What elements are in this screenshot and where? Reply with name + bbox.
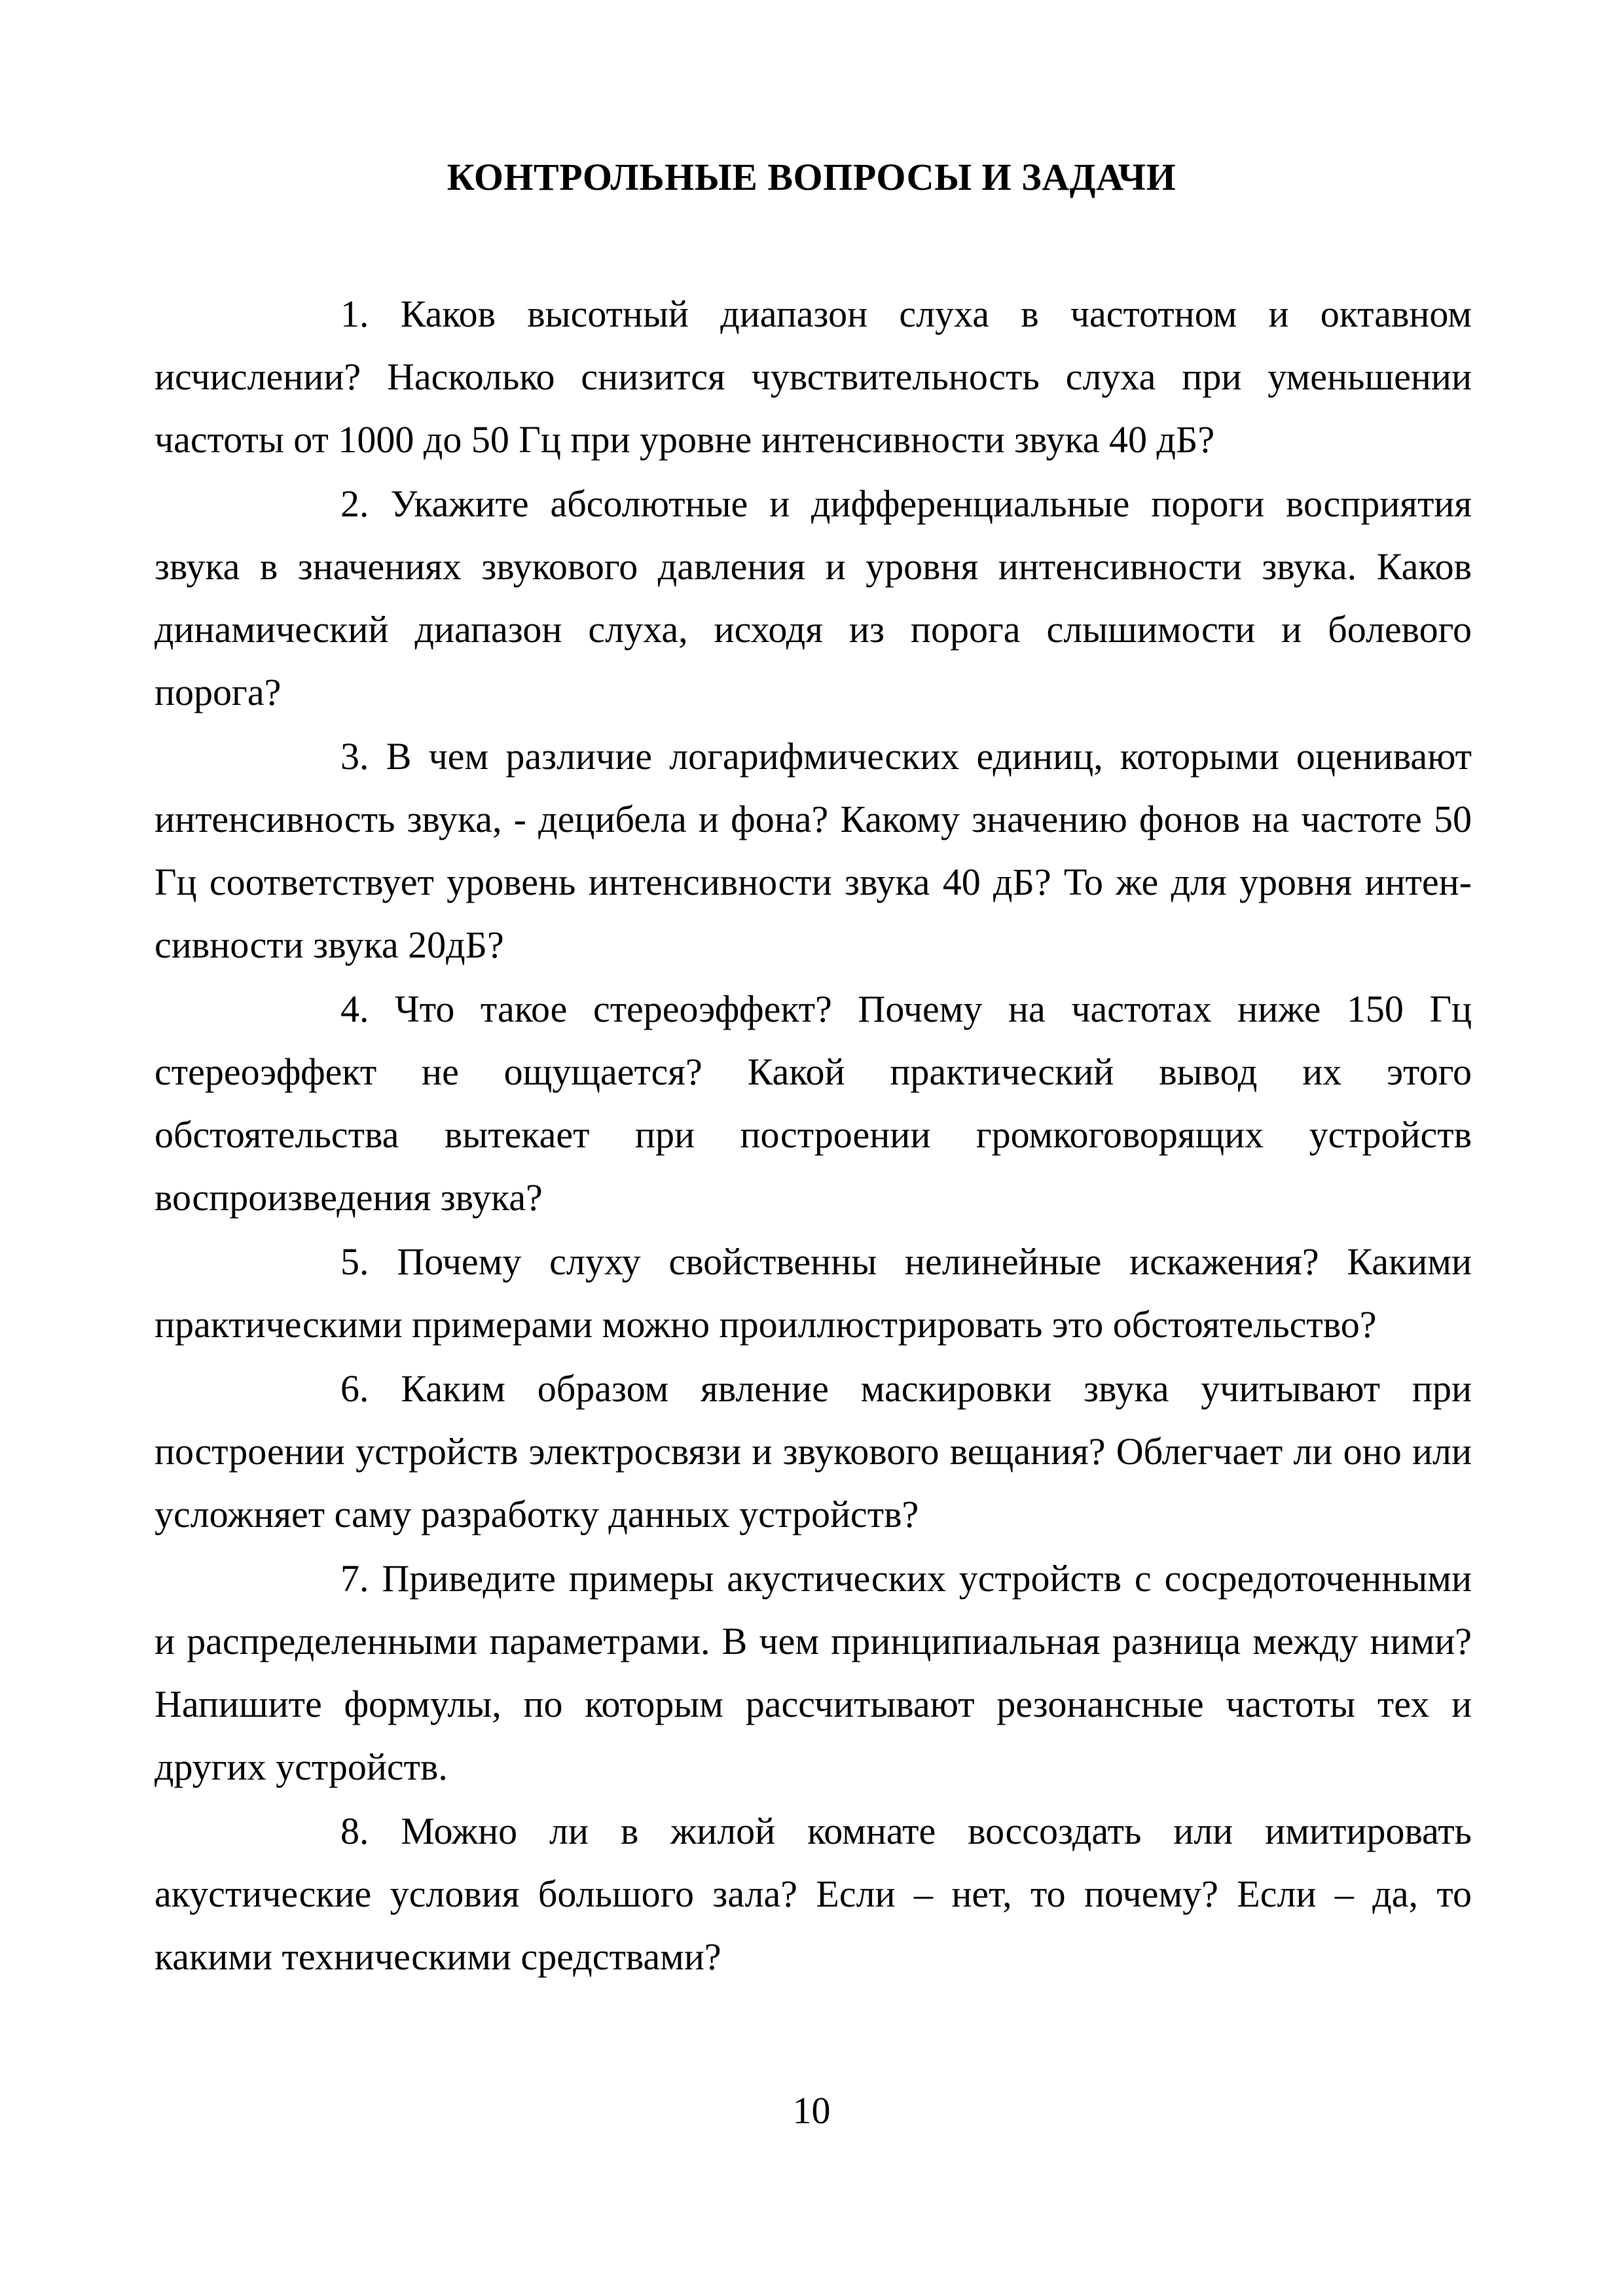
question-number: 6. [340, 1367, 369, 1410]
question-item [155, 473, 1472, 724]
question-text: В чем различие логарифмических единиц, которыми оценивают интенсивность звука, - децибела и фона? Какому значению фонов на частоте 50 Гц соответствует уровень интенсивности звука 40 дБ? То же для уровня интенсивности звука 20дБ? [155, 735, 1472, 966]
question-item [155, 1800, 1472, 1988]
question-item [155, 725, 1472, 977]
question-item [155, 1357, 1472, 1546]
question-number: 7. [340, 1557, 369, 1600]
question-text: Приведите примеры акустических устройств с сосредоточенными и распределенными параметрами. В чем принципиальная разница между ними? Напишите формулы, по которым рассчитывают резонансные частоты тех и других устройств. [155, 1557, 1472, 1788]
question-number: 5. [340, 1240, 369, 1283]
question-text: Каков высотный диапазон слуха в частотном и октавном исчислении? Насколько снизится чувствительность слуха при уменьшении частоты от 1000 до 50 Гц при уровне интенсивности звука 40 дБ? [155, 293, 1472, 461]
page-number: 10 [792, 2089, 831, 2132]
question-text: Почему слуху свойственны нелинейные искажения? Какими практическими примерами можно проиллюстрировать это обстоятельство? [155, 1240, 1472, 1346]
question-item [155, 283, 1472, 471]
question-number: 3. [340, 735, 369, 778]
question-item [155, 1230, 1472, 1356]
questions-list [155, 283, 1472, 1990]
page-title: КОНТРОЛЬНЫЕ ВОПРОСЫ И ЗАДАЧИ [447, 156, 1176, 198]
question-number: 2. [340, 482, 369, 525]
question-text: Что такое стереоэффект? Почему на частотах ниже 150 Гц стереоэффект не ощущается? Какой практический вывод их этого обстоятельства вытекает при построении громкоговорящих устройств воспроизведения звука? [155, 988, 1472, 1219]
question-item [155, 1547, 1472, 1799]
question-text: Укажите абсолютные и дифференциальные пороги восприятия звука в значениях звукового давления и уровня интенсивности звука. Каков динамический диапазон слуха, исходя из порога слышимости и болевого порога? [155, 482, 1472, 713]
question-text: Можно ли в жилой комнате воссоздать или имитировать акустические условия большого зала? Если – нет, то почему? Если – да, то какими техническими средствами? [155, 1810, 1472, 1978]
question-number: 4. [340, 988, 369, 1030]
question-number: 1. [340, 293, 369, 335]
question-number: 8. [340, 1810, 369, 1852]
question-text: Каким образом явление маскировки звука учитывают при построении устройств электросвязи и звукового вещания? Облегчает ли оно или усложняет саму разработку данных устройств? [155, 1367, 1472, 1535]
question-item [155, 978, 1472, 1229]
